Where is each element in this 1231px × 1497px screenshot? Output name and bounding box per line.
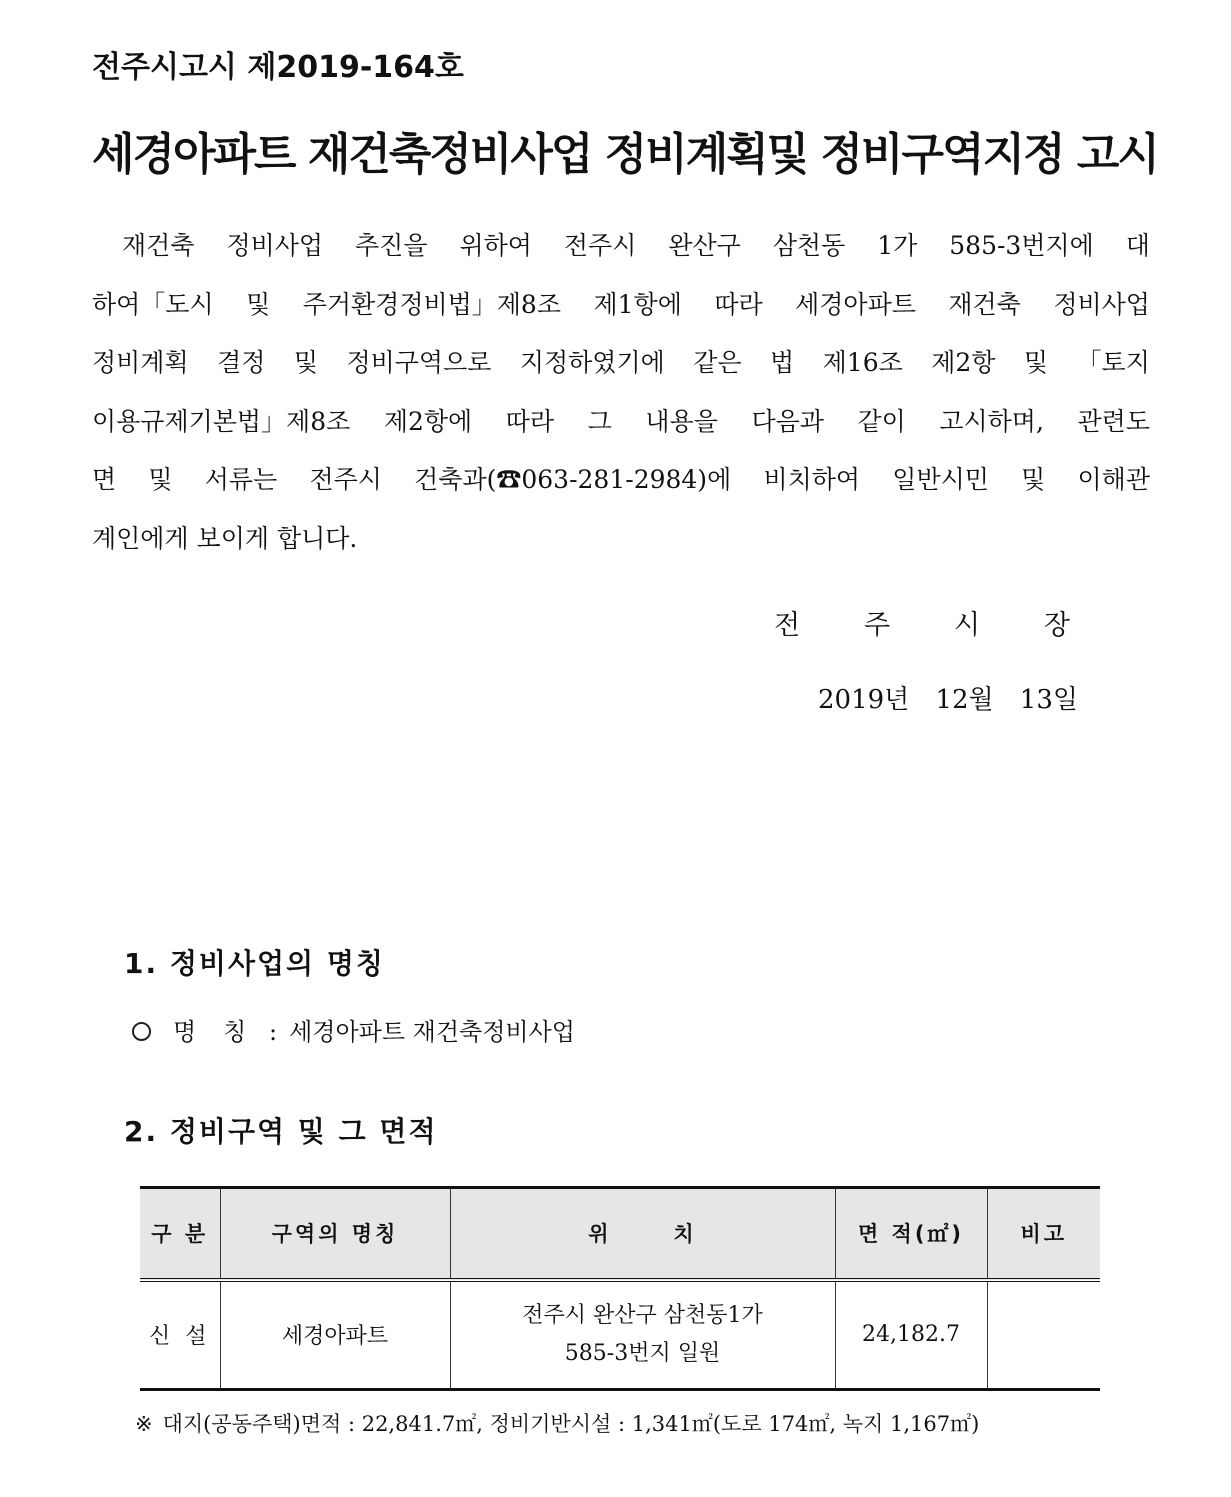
body-word: 관련도: [1077, 406, 1150, 436]
header-location: 위 치: [450, 1188, 835, 1280]
body-word: 「토지: [1076, 348, 1150, 377]
body-word: 세경아파트: [795, 289, 916, 319]
issue-date-month: 12월: [935, 685, 994, 715]
body-word: 정비사업: [1053, 289, 1150, 319]
body-line: [92, 276, 1150, 335]
body-word: 정비구역으로: [346, 348, 492, 377]
cell-location: [450, 1280, 835, 1390]
project-name-item: [132, 1010, 575, 1054]
body-word: 따라: [714, 289, 763, 319]
body-word: 정비사업: [226, 231, 324, 260]
body-word: 지정하였기에: [519, 348, 665, 377]
notice-body: [92, 217, 1150, 568]
body-word: 삼천동: [772, 231, 846, 260]
body-word: 재건축: [122, 231, 195, 260]
table-header-row: [140, 1188, 1100, 1280]
header-zone-name: 구역의 명칭: [220, 1188, 450, 1280]
body-word: 따라: [505, 406, 555, 436]
body-word: 주거환경정비법」제8조: [302, 289, 561, 319]
body-word: 서류는: [204, 465, 278, 494]
issuer-name: [774, 604, 1070, 648]
body-word: 면: [92, 465, 117, 494]
body-word: 같이: [857, 406, 906, 436]
issuer-char: 전: [774, 610, 801, 641]
cell-division: 신 설: [140, 1280, 220, 1390]
footnote-text: 대지(공동주택)면적 : 22,841.7㎡, 정비기반시설 : 1,341㎡(도로 174㎡, 녹지 1,167㎡): [162, 1412, 980, 1436]
body-word: 및: [148, 465, 173, 494]
body-word: 및: [293, 348, 319, 377]
item-value: 세경아파트 재건축정비사업: [289, 1018, 575, 1046]
body-line: [92, 217, 1150, 276]
issuer-char: 주: [863, 610, 891, 641]
body-word: 그: [587, 406, 612, 436]
body-word: 내용을: [645, 406, 718, 436]
section-heading-zone-area: 2. 정비구역 및 그 면적: [124, 1115, 438, 1148]
body-word: 제2항: [931, 348, 996, 377]
location-line: 585-3번지 일원: [564, 1340, 721, 1366]
cell-zone-name: 세경아파트: [220, 1280, 450, 1390]
header-area: 면 적(㎡): [835, 1188, 987, 1280]
body-word: 건축과(☎063-281-2984)에: [414, 465, 732, 494]
reference-mark-icon: ※: [135, 1412, 153, 1436]
body-word: 제2항에: [383, 406, 473, 436]
body-word: 재건축: [948, 289, 1021, 319]
table-row: [140, 1280, 1100, 1390]
header-division: 구 분: [140, 1188, 220, 1280]
item-colon: :: [269, 1018, 278, 1046]
body-word: 완산구: [668, 231, 741, 260]
body-word: 법: [770, 348, 795, 377]
body-word: 제1항에: [593, 289, 682, 319]
area-footnote: [135, 1404, 979, 1444]
issuer-char: 시: [953, 610, 981, 641]
body-word: 비치하여: [763, 465, 861, 494]
body-word: 같은: [693, 348, 742, 377]
body-word: 및: [1021, 465, 1046, 494]
body-word: 이용규제기본법」제8조: [92, 406, 351, 436]
body-word: 585-3번지에: [949, 231, 1094, 260]
issuer-char: 장: [1043, 610, 1070, 641]
body-word: 1가: [877, 231, 918, 260]
body-line: [92, 451, 1150, 510]
issue-date: [818, 678, 1078, 722]
cell-area: 24,182.7: [835, 1280, 987, 1390]
body-word: 이해관: [1077, 465, 1150, 494]
body-line: [92, 393, 1150, 452]
body-word: 다음과: [751, 406, 824, 436]
body-word: 전주시: [309, 465, 382, 494]
circle-bullet-icon: [132, 1022, 151, 1041]
issue-date-year: 2019년: [818, 685, 910, 715]
document-title: 세경아파트 재건축정비사업 정비계획및 정비구역지정 고시: [92, 129, 1158, 180]
body-word: 고시하며,: [939, 406, 1044, 436]
body-word: 위하여: [459, 231, 532, 260]
notice-number: 전주시고시 제2019-164호: [92, 50, 464, 85]
body-word: 일반시민: [892, 465, 989, 494]
body-word: 및: [246, 289, 271, 319]
zone-area-table: [140, 1186, 1100, 1391]
body-line: 계인에게 보이게 합니다.: [92, 523, 358, 553]
body-word: 대: [1125, 231, 1150, 260]
issue-date-day: 13일: [1019, 685, 1078, 715]
body-word: 결정: [217, 348, 266, 377]
body-word: 제16조: [822, 348, 903, 377]
body-word: 및: [1023, 348, 1049, 377]
body-word: 정비계획: [92, 348, 189, 377]
body-word: 추진을: [355, 231, 428, 260]
body-word: 하여「도시: [92, 289, 214, 319]
cell-remarks: [987, 1280, 1100, 1390]
section-heading-project-name: 1. 정비사업의 명칭: [124, 947, 385, 980]
header-remarks: 비고: [987, 1188, 1100, 1280]
body-line: [92, 334, 1150, 393]
location-line: 전주시 완산구 삼천동1가: [522, 1302, 763, 1328]
item-label: 명 칭: [173, 1018, 248, 1046]
body-word: 전주시: [563, 231, 637, 260]
